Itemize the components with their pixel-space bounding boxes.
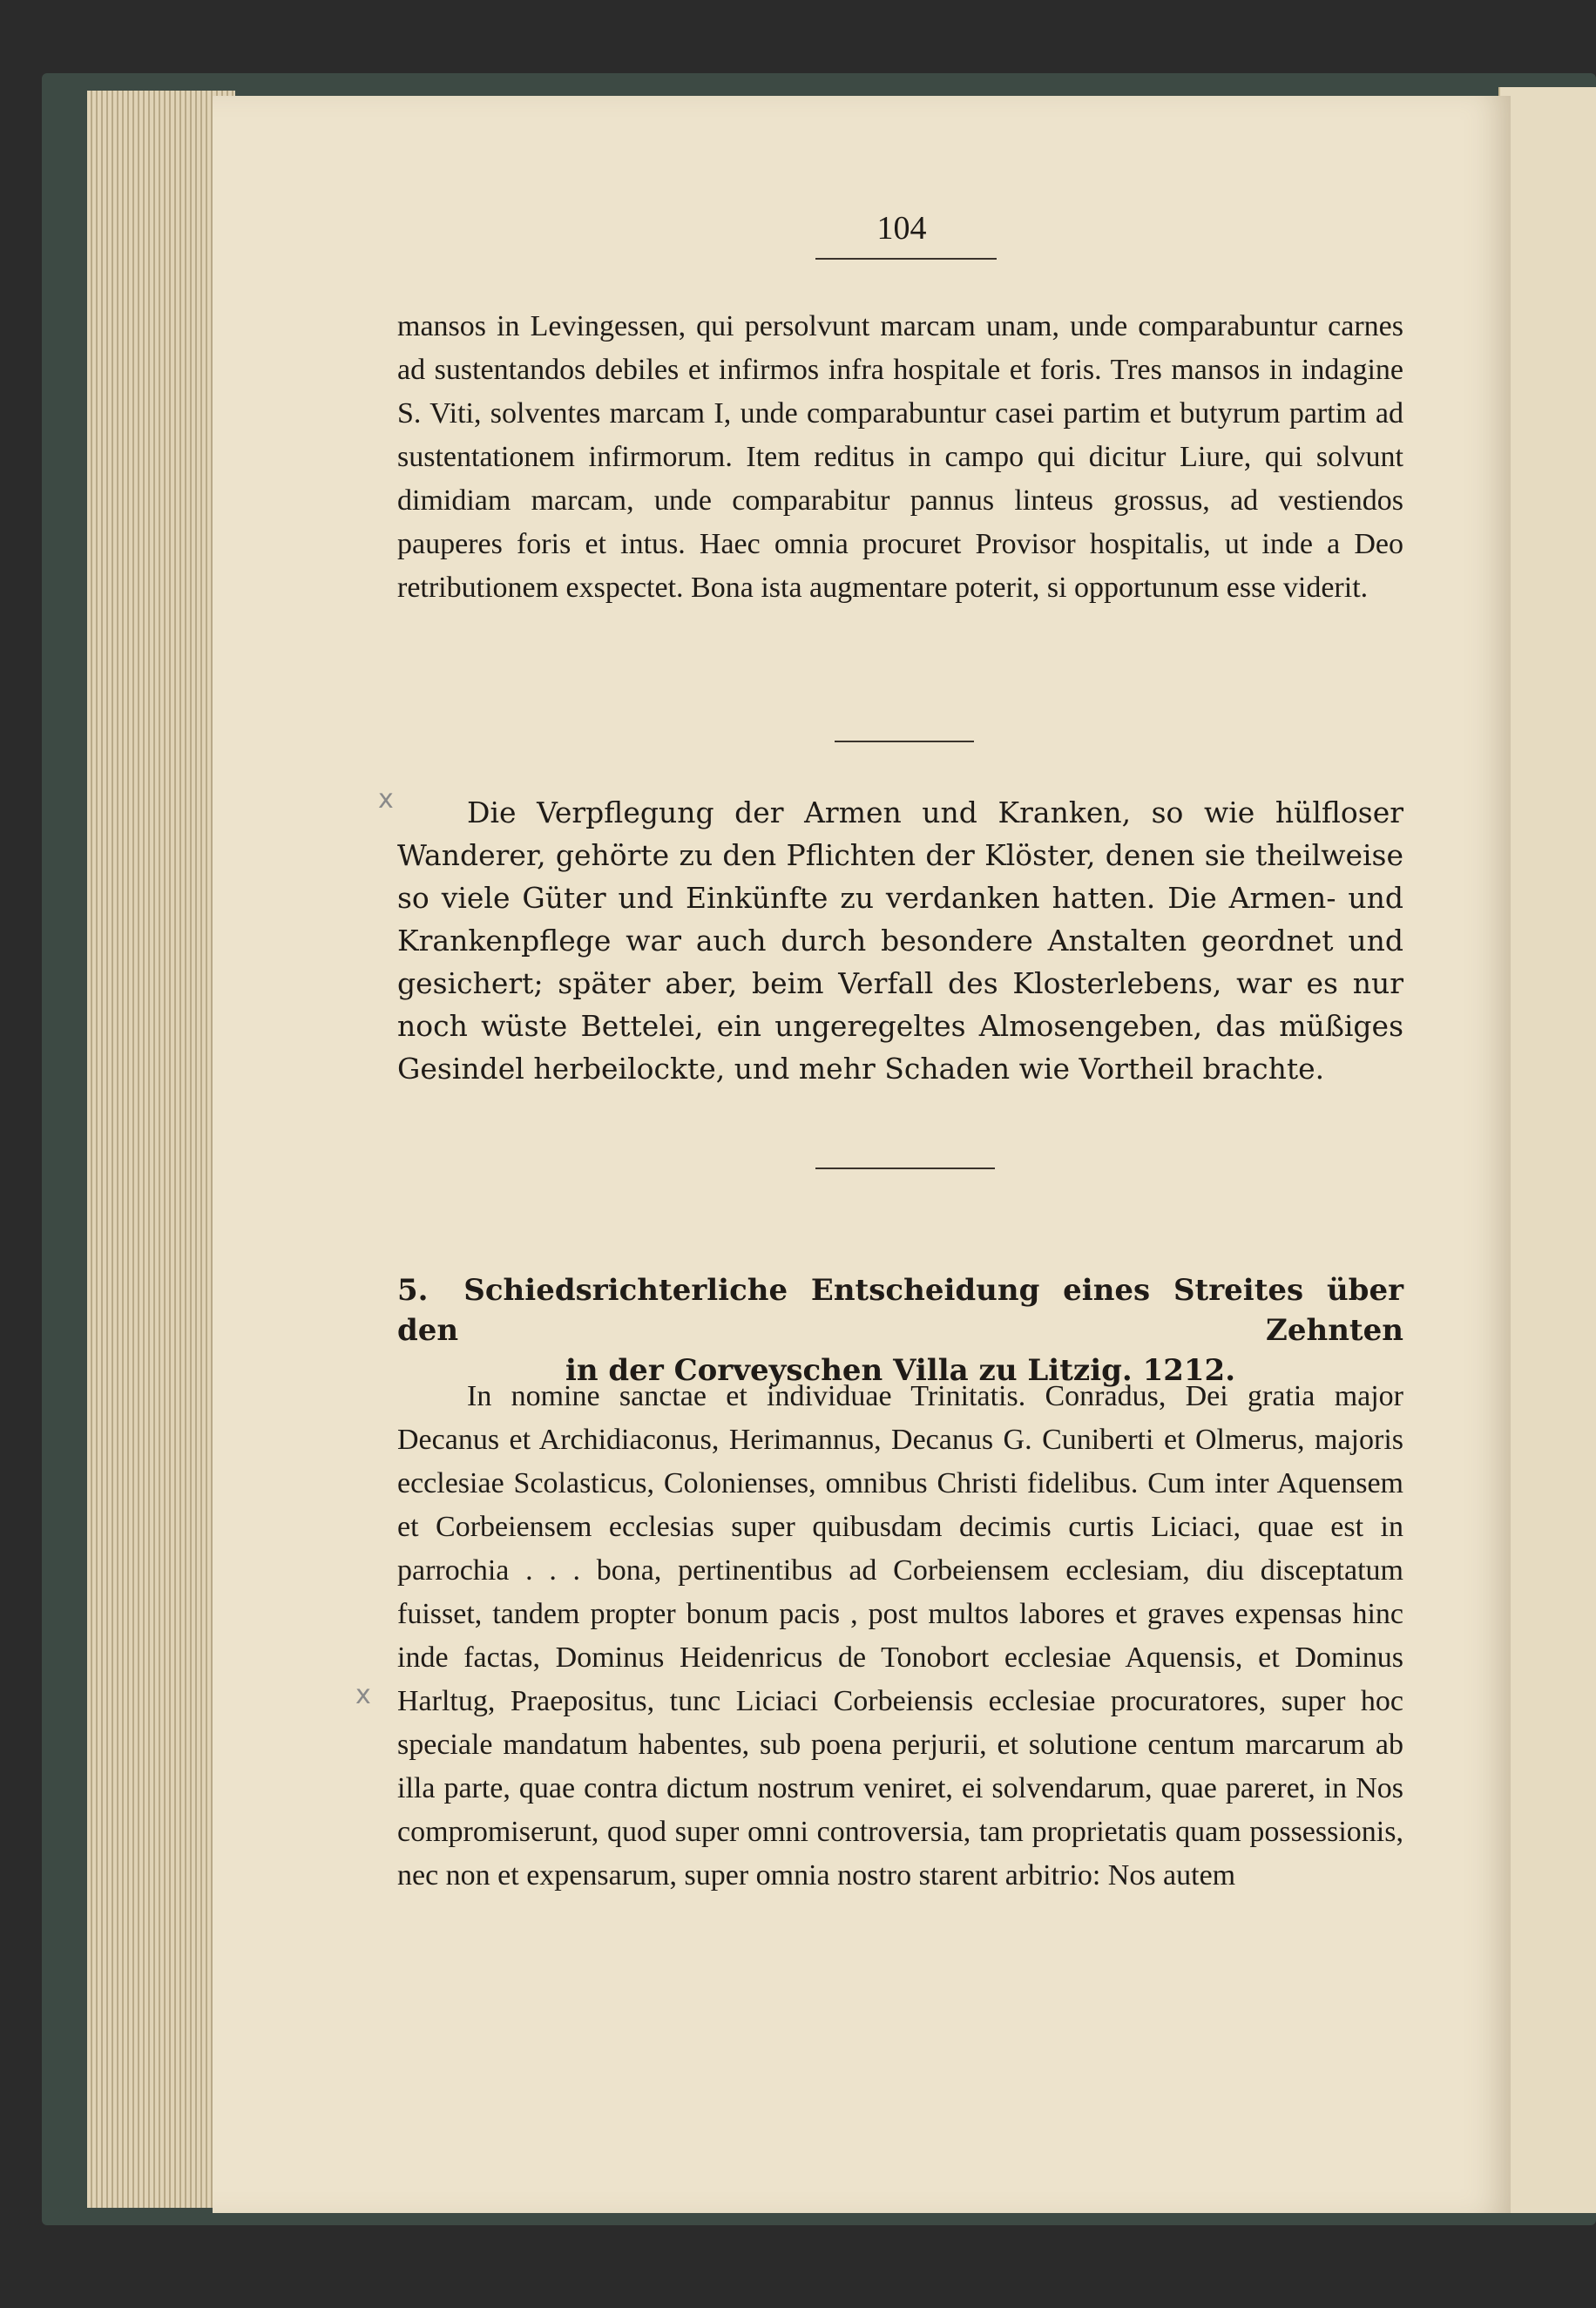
page-number-rule [815, 258, 997, 260]
latin-paragraph-1: mansos in Levingessen, qui persolvunt marcam unam, unde comparabuntur carnes ad sustentandos debiles et infirmos infra hospitale et foris. Tres mansos in indagine S. Viti, solventes marcam I, unde comparabuntur casei partim et butyrum partim ad sustentationem infirmorum. Item reditus in campo qui dicitur Liure, qui solvunt dimidiam marcam, unde comparabitur pannus linteus grossus, ad vestiendos pauperes foris et intus. Haec omnia procuret Provisor hospitalis, ut inde a Deo retributionem exspectet. Bona ista augmentare poterit, si opportunum esse viderit. [397, 310, 1403, 604]
section-divider-2 [815, 1168, 995, 1169]
section-number: 5. [397, 1273, 429, 1308]
section-title-line-2: in der Corveyschen Villa zu Litzig. 1212. [565, 1353, 1236, 1388]
section-heading-line-1 [397, 1270, 1403, 1350]
margin-mark-x-1: x [378, 784, 394, 815]
margin-mark-x-2: x [355, 1680, 371, 1710]
facing-page-edge [1498, 87, 1596, 2213]
section-divider-1 [835, 741, 974, 742]
section-heading [397, 1270, 1403, 1391]
latin-paragraph-2: In nomine sanctae et individuae Trinitatis. Conradus, Dei gratia major Decanus et Archidiaconus, Herimannus, Decanus G. Cuniberti et Olmerus, majoris ecclesiae Scolasticus, Colonienses, omnibus Christi fidelibus. Cum inter Aquensem et Corbeiensem ecclesias super quibusdam decimis curtis Liciaci, quae est in parrochia . . . bona, pertinentibus ad Corbeiensem ecclesiam, diu disceptatum fuisset, tandem propter bonum pacis , post multos labores et graves expensas hinc inde factas, Dominus Heidenricus de Tonobort ecclesiae Aquensis, et Dominus Harltug, Praepositus, tunc Liciaci Corbeiensis ecclesiae procuratores, super hoc speciale mandatum habentes, sub poena perjurii, et solutione centum marcarum ab illa parte, quae contra dictum nostrum veniret, ei solvendarum, quae pareret, in Nos compromiserunt, quod super omni controversia, tam proprietatis quam possessionis, nec non et expensarum, super omnia nostro starent arbitrio: Nos autem [397, 1380, 1403, 1892]
page-number: 104 [876, 210, 927, 247]
german-paragraph: Die Verpflegung der Armen und Kranken, so wie hülfloser Wanderer, gehörte zu den Pflichten der Klöster, denen sie theilweise so viele Güter und Einkünfte zu verdanken hatten. Die Armen- und Krankenpflege war auch durch besondere Anstalten geordnet und gesichert; später aber, beim Verfall des Klosterlebens, war es nur noch wüste Bettelei, ein ungeregeltes Almosengeben, das müßiges Gesindel herbeilockte, und mehr Schaden wie Vortheil brachte. [397, 795, 1403, 1086]
section-title-line-1: Schiedsrichterliche Entscheidung eines Streites über den Zehnten [397, 1273, 1403, 1348]
